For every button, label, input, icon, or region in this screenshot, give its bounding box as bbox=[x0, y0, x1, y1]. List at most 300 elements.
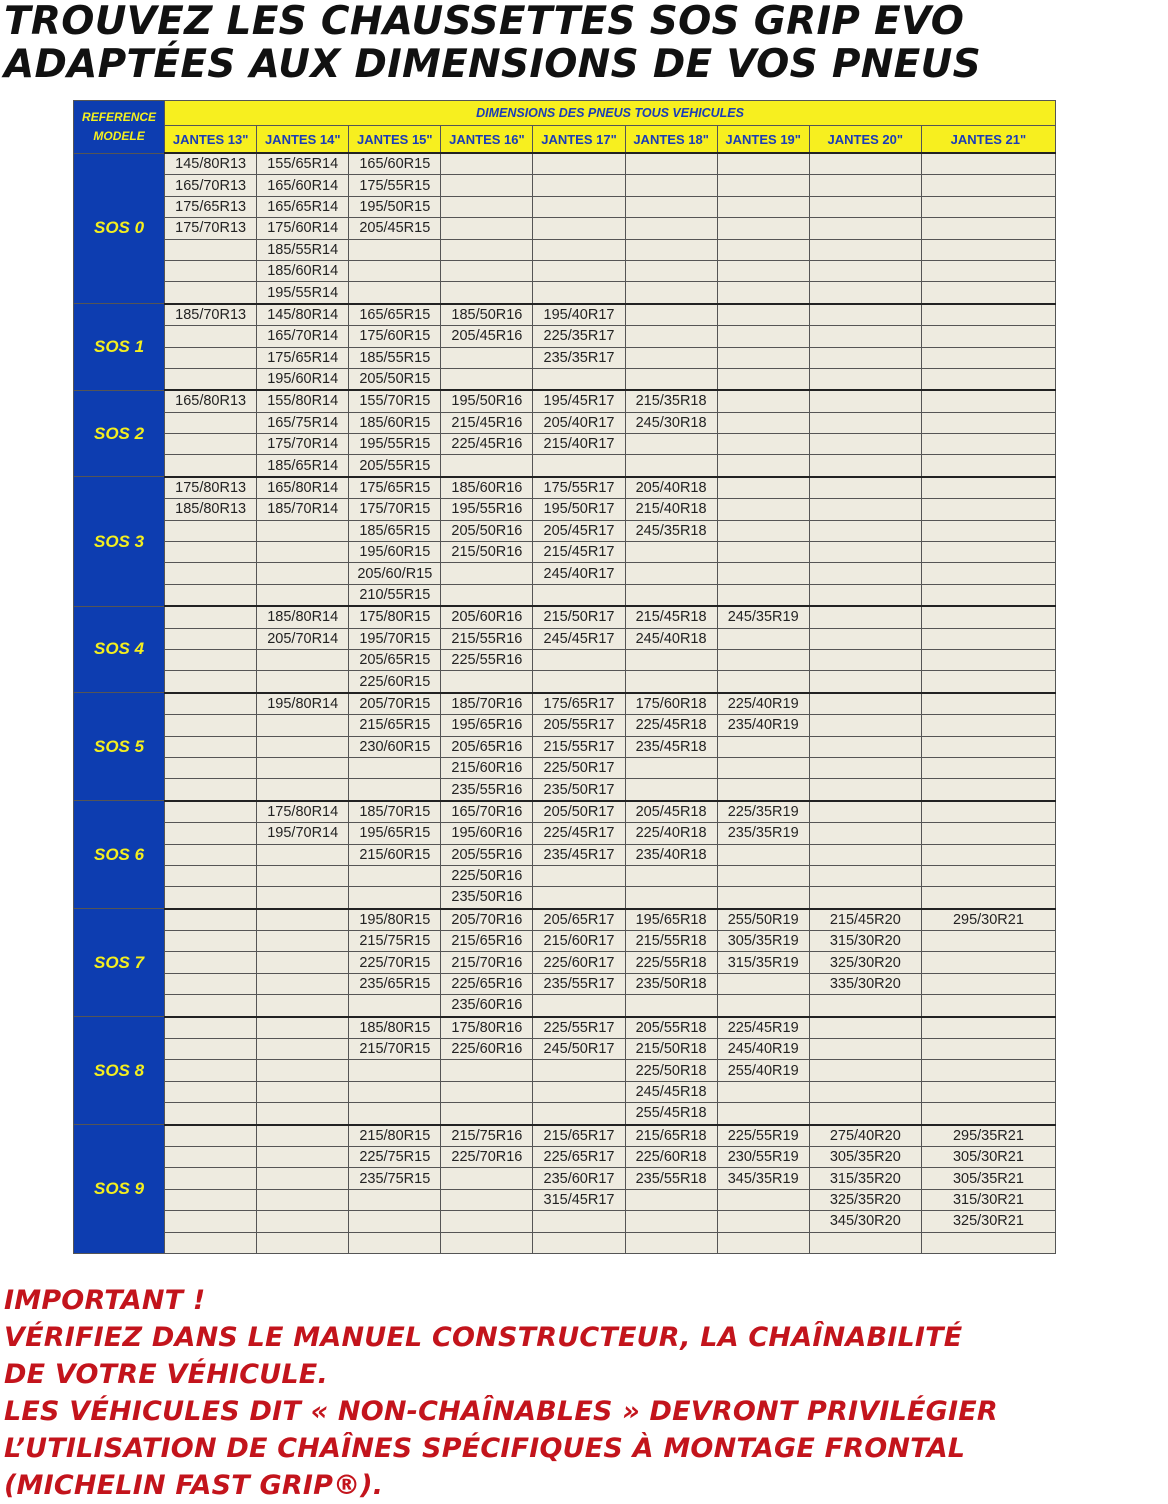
tire-size-cell bbox=[625, 757, 717, 778]
tire-size-cell bbox=[257, 909, 349, 931]
tire-size-cell bbox=[809, 412, 921, 433]
tire-size-cell: 345/35R19 bbox=[717, 1168, 809, 1189]
tire-size-cell: 245/35R19 bbox=[717, 606, 809, 628]
tire-size-cell: 225/70R16 bbox=[441, 1146, 533, 1167]
tire-size-cell bbox=[921, 1017, 1055, 1039]
tire-size-cell: 225/60R18 bbox=[625, 1146, 717, 1167]
tire-size-cell bbox=[625, 865, 717, 886]
important-line-4: L’UTILISATION DE CHAÎNES SPÉCIFIQUES À MONTAGE FRONTAL bbox=[4, 1433, 966, 1464]
tire-size-cell: 155/80R14 bbox=[257, 390, 349, 412]
table-row bbox=[74, 995, 1056, 1017]
table-row bbox=[74, 347, 1056, 368]
tire-size-cell bbox=[625, 887, 717, 909]
tire-size-cell bbox=[533, 153, 625, 175]
tire-size-cell bbox=[809, 844, 921, 865]
table-row bbox=[74, 542, 1056, 563]
tire-size-cell: 165/70R13 bbox=[165, 175, 257, 196]
tire-size-cell bbox=[625, 779, 717, 801]
tire-size-cell: 195/70R14 bbox=[257, 823, 349, 844]
tire-size-cell: 185/80R13 bbox=[165, 499, 257, 520]
tire-size-cell bbox=[533, 584, 625, 606]
tire-size-cell bbox=[533, 196, 625, 217]
tire-size-cell: 195/55R16 bbox=[441, 499, 533, 520]
tire-size-cell: 215/50R17 bbox=[533, 606, 625, 628]
tire-size-cell: 225/45R17 bbox=[533, 823, 625, 844]
tire-size-cell bbox=[809, 1232, 921, 1253]
tire-size-cell bbox=[809, 1103, 921, 1125]
tire-size-cell bbox=[349, 1081, 441, 1102]
tire-size-cell bbox=[717, 218, 809, 239]
tire-size-cell: 185/70R14 bbox=[257, 499, 349, 520]
tire-size-cell bbox=[809, 736, 921, 757]
tire-size-cell bbox=[717, 779, 809, 801]
tire-size-cell bbox=[257, 757, 349, 778]
tire-size-cell: 225/55R17 bbox=[533, 1017, 625, 1039]
tire-size-cell: 195/60R15 bbox=[349, 542, 441, 563]
tire-size-cell bbox=[165, 260, 257, 281]
tire-size-cell bbox=[809, 499, 921, 520]
table-row bbox=[74, 196, 1056, 217]
model-label: SOS 1 bbox=[74, 304, 165, 391]
table-row bbox=[74, 801, 1056, 823]
tire-size-cell: 165/65R15 bbox=[349, 304, 441, 326]
tire-size-cell bbox=[165, 931, 257, 952]
tire-size-cell bbox=[625, 563, 717, 584]
tire-size-cell: 205/70R16 bbox=[441, 909, 533, 931]
tire-size-cell: 235/40R18 bbox=[625, 844, 717, 865]
tire-size-cell: 225/60R17 bbox=[533, 952, 625, 973]
table-row bbox=[74, 887, 1056, 909]
tire-size-cell bbox=[921, 693, 1055, 715]
tire-size-cell bbox=[257, 1125, 349, 1147]
tire-size-cell: 175/55R15 bbox=[349, 175, 441, 196]
tire-size-cell bbox=[625, 196, 717, 217]
tire-size-cell bbox=[921, 563, 1055, 584]
tire-size-cell: 175/80R14 bbox=[257, 801, 349, 823]
tire-size-cell bbox=[921, 542, 1055, 563]
tire-size-cell: 175/65R17 bbox=[533, 693, 625, 715]
tire-size-cell: 175/60R14 bbox=[257, 218, 349, 239]
tire-size-cell: 225/35R19 bbox=[717, 801, 809, 823]
tire-size-cell: 215/55R17 bbox=[533, 736, 625, 757]
tire-size-cell: 215/45R16 bbox=[441, 412, 533, 433]
tire-size-cell bbox=[809, 823, 921, 844]
tire-size-cell bbox=[257, 865, 349, 886]
tire-size-cell bbox=[717, 347, 809, 368]
tire-size-cell: 175/65R13 bbox=[165, 196, 257, 217]
tire-size-cell: 175/80R13 bbox=[165, 477, 257, 499]
tire-size-cell: 205/50R16 bbox=[441, 520, 533, 541]
tire-size-cell: 255/40R19 bbox=[717, 1060, 809, 1081]
tire-size-cell bbox=[809, 693, 921, 715]
tire-size-cell bbox=[717, 649, 809, 670]
table-row bbox=[74, 628, 1056, 649]
tire-size-cell: 215/60R17 bbox=[533, 931, 625, 952]
tire-size-cell bbox=[921, 347, 1055, 368]
tire-size-cell: 215/40R17 bbox=[533, 434, 625, 455]
tire-size-cell bbox=[717, 563, 809, 584]
tire-size-cell: 235/45R17 bbox=[533, 844, 625, 865]
tire-size-cell bbox=[441, 1189, 533, 1210]
table-row bbox=[74, 368, 1056, 390]
tire-size-cell bbox=[349, 260, 441, 281]
tire-size-cell bbox=[809, 887, 921, 909]
tire-size-cell bbox=[257, 995, 349, 1017]
tire-size-cell bbox=[165, 973, 257, 994]
model-label: SOS 6 bbox=[74, 801, 165, 909]
tire-size-cell: 215/60R15 bbox=[349, 844, 441, 865]
tire-size-cell bbox=[165, 801, 257, 823]
tire-size-cell bbox=[717, 1211, 809, 1232]
tire-size-cell bbox=[809, 260, 921, 281]
table-row bbox=[74, 1189, 1056, 1210]
tire-size-cell: 215/45R20 bbox=[809, 909, 921, 931]
reference-model-header bbox=[74, 101, 165, 154]
tire-size-cell bbox=[257, 649, 349, 670]
tire-size-cell: 185/55R15 bbox=[349, 347, 441, 368]
tire-size-cell: 225/45R16 bbox=[441, 434, 533, 455]
tire-size-cell: 305/35R21 bbox=[921, 1168, 1055, 1189]
tire-size-cell: 315/35R19 bbox=[717, 952, 809, 973]
tire-size-cell: 315/45R17 bbox=[533, 1189, 625, 1210]
tire-size-cell bbox=[921, 715, 1055, 736]
table-row bbox=[74, 1125, 1056, 1147]
tire-size-cell bbox=[921, 434, 1055, 455]
tire-size-cell bbox=[921, 326, 1055, 347]
tire-size-cell bbox=[809, 1081, 921, 1102]
model-label: SOS 0 bbox=[74, 153, 165, 304]
tire-size-cell bbox=[717, 499, 809, 520]
tire-size-cell: 215/55R18 bbox=[625, 931, 717, 952]
tire-size-cell: 185/60R16 bbox=[441, 477, 533, 499]
tire-size-cell bbox=[921, 1103, 1055, 1125]
tire-size-cell bbox=[921, 628, 1055, 649]
tire-size-cell: 225/50R18 bbox=[625, 1060, 717, 1081]
tire-size-cell bbox=[717, 736, 809, 757]
tire-size-cell bbox=[349, 239, 441, 260]
tire-size-cell bbox=[625, 260, 717, 281]
tire-size-cell: 195/50R15 bbox=[349, 196, 441, 217]
tire-size-cell bbox=[717, 175, 809, 196]
tire-size-cell: 230/55R19 bbox=[717, 1146, 809, 1167]
tire-size-cell: 215/65R17 bbox=[533, 1125, 625, 1147]
tire-size-cell: 325/30R21 bbox=[921, 1211, 1055, 1232]
tire-size-cell bbox=[533, 218, 625, 239]
tire-size-cell: 165/60R15 bbox=[349, 153, 441, 175]
tire-size-cell bbox=[625, 1232, 717, 1253]
tire-size-cell bbox=[257, 520, 349, 541]
tire-size-cell: 205/45R15 bbox=[349, 218, 441, 239]
table-row bbox=[74, 153, 1056, 175]
tire-size-cell: 175/70R15 bbox=[349, 499, 441, 520]
tire-size-cell bbox=[717, 153, 809, 175]
tire-size-cell bbox=[921, 196, 1055, 217]
tire-size-cell bbox=[257, 1146, 349, 1167]
tire-size-cell bbox=[165, 239, 257, 260]
tire-size-cell bbox=[809, 239, 921, 260]
tire-size-cell bbox=[717, 844, 809, 865]
tire-size-cell: 215/45R18 bbox=[625, 606, 717, 628]
tire-size-cell: 215/75R15 bbox=[349, 931, 441, 952]
tire-size-cell: 185/60R14 bbox=[257, 260, 349, 281]
tire-size-cell bbox=[165, 736, 257, 757]
rim-header: JANTES 20" bbox=[809, 126, 921, 154]
tire-size-cell: 175/65R15 bbox=[349, 477, 441, 499]
tire-size-cell: 215/70R16 bbox=[441, 952, 533, 973]
tire-size-cell bbox=[441, 368, 533, 390]
tire-size-cell: 215/55R16 bbox=[441, 628, 533, 649]
tire-size-cell bbox=[717, 326, 809, 347]
tire-size-cell bbox=[717, 628, 809, 649]
tire-size-cell bbox=[441, 584, 533, 606]
model-label: SOS 3 bbox=[74, 477, 165, 606]
tire-size-cell bbox=[809, 1039, 921, 1060]
tire-size-cell: 175/60R18 bbox=[625, 693, 717, 715]
tire-size-cell bbox=[165, 1146, 257, 1167]
tire-size-cell: 315/35R20 bbox=[809, 1168, 921, 1189]
tire-size-cell: 205/40R18 bbox=[625, 477, 717, 499]
tire-size-cell: 165/70R16 bbox=[441, 801, 533, 823]
tire-size-cell bbox=[921, 757, 1055, 778]
tire-size-cell: 225/50R16 bbox=[441, 865, 533, 886]
tire-size-cell bbox=[809, 757, 921, 778]
tire-size-cell: 205/70R15 bbox=[349, 693, 441, 715]
table-row bbox=[74, 952, 1056, 973]
tire-size-cell bbox=[165, 628, 257, 649]
tire-size-cell: 195/40R17 bbox=[533, 304, 625, 326]
tire-size-cell: 215/35R18 bbox=[625, 390, 717, 412]
tire-size-cell bbox=[809, 304, 921, 326]
tire-size-cell bbox=[533, 1103, 625, 1125]
tire-size-cell bbox=[349, 1189, 441, 1210]
tire-size-cell: 315/30R21 bbox=[921, 1189, 1055, 1210]
tire-size-cell bbox=[257, 1168, 349, 1189]
tire-size-cell bbox=[921, 887, 1055, 909]
tire-size-cell: 185/55R14 bbox=[257, 239, 349, 260]
tire-size-cell bbox=[165, 326, 257, 347]
tire-size-cell bbox=[717, 368, 809, 390]
table-row bbox=[74, 218, 1056, 239]
tire-size-cell bbox=[257, 542, 349, 563]
tire-size-cell bbox=[165, 434, 257, 455]
tire-size-table bbox=[73, 100, 1056, 1254]
tire-size-cell: 195/55R14 bbox=[257, 282, 349, 304]
table-row bbox=[74, 584, 1056, 606]
tire-size-cell bbox=[165, 1189, 257, 1210]
tire-size-cell bbox=[533, 671, 625, 693]
tire-size-cell bbox=[441, 1103, 533, 1125]
tire-size-cell: 295/35R21 bbox=[921, 1125, 1055, 1147]
table-row bbox=[74, 823, 1056, 844]
tire-size-cell: 235/55R18 bbox=[625, 1168, 717, 1189]
model-label: SOS 8 bbox=[74, 1017, 165, 1125]
tire-size-cell: 230/60R15 bbox=[349, 736, 441, 757]
tire-size-cell bbox=[349, 865, 441, 886]
tire-size-cell: 335/30R20 bbox=[809, 973, 921, 994]
tire-size-cell bbox=[165, 671, 257, 693]
tire-size-cell: 315/30R20 bbox=[809, 931, 921, 952]
tire-size-cell bbox=[625, 175, 717, 196]
tire-size-cell bbox=[921, 260, 1055, 281]
tire-size-cell: 185/70R13 bbox=[165, 304, 257, 326]
tire-size-cell bbox=[717, 412, 809, 433]
tire-size-cell: 345/30R20 bbox=[809, 1211, 921, 1232]
tire-size-cell: 185/70R15 bbox=[349, 801, 441, 823]
page-title bbox=[4, 0, 1164, 86]
tire-size-cell bbox=[921, 931, 1055, 952]
tire-size-cell bbox=[165, 584, 257, 606]
tire-size-cell bbox=[717, 973, 809, 994]
tire-size-cell bbox=[533, 239, 625, 260]
table-row bbox=[74, 390, 1056, 412]
tire-size-cell: 225/40R18 bbox=[625, 823, 717, 844]
tire-size-cell bbox=[533, 1232, 625, 1253]
tire-size-cell: 225/65R17 bbox=[533, 1146, 625, 1167]
tire-size-cell: 175/55R17 bbox=[533, 477, 625, 499]
table-row bbox=[74, 520, 1056, 541]
tire-size-cell bbox=[625, 455, 717, 477]
table-row bbox=[74, 1060, 1056, 1081]
rim-header: JANTES 19" bbox=[717, 126, 809, 154]
tire-size-cell: 215/65R15 bbox=[349, 715, 441, 736]
tire-size-cell bbox=[165, 520, 257, 541]
tire-size-cell: 195/55R15 bbox=[349, 434, 441, 455]
table-row bbox=[74, 606, 1056, 628]
tire-size-cell bbox=[921, 455, 1055, 477]
table-row bbox=[74, 715, 1056, 736]
table-row bbox=[74, 1017, 1056, 1039]
table-row bbox=[74, 499, 1056, 520]
ref-header-line-1: REFERENCE bbox=[82, 109, 157, 124]
tire-size-cell bbox=[533, 282, 625, 304]
tire-size-cell: 305/30R21 bbox=[921, 1146, 1055, 1167]
tire-size-cell: 305/35R20 bbox=[809, 1146, 921, 1167]
tire-size-cell bbox=[533, 865, 625, 886]
tire-size-cell bbox=[921, 995, 1055, 1017]
table-row bbox=[74, 434, 1056, 455]
tire-size-cell: 215/60R16 bbox=[441, 757, 533, 778]
tire-size-cell bbox=[809, 779, 921, 801]
tire-size-cell bbox=[921, 606, 1055, 628]
table-row bbox=[74, 1211, 1056, 1232]
table-row bbox=[74, 973, 1056, 994]
tire-size-cell: 155/65R14 bbox=[257, 153, 349, 175]
tire-size-cell bbox=[257, 1232, 349, 1253]
tire-size-cell: 245/40R18 bbox=[625, 628, 717, 649]
tire-size-cell: 225/50R17 bbox=[533, 757, 625, 778]
tire-size-cell bbox=[625, 434, 717, 455]
tire-size-cell bbox=[165, 1017, 257, 1039]
tire-size-cell bbox=[165, 1125, 257, 1147]
tire-size-cell bbox=[441, 175, 533, 196]
tire-size-cell bbox=[165, 887, 257, 909]
tire-size-cell: 205/60/R15 bbox=[349, 563, 441, 584]
tire-size-cell bbox=[921, 520, 1055, 541]
table-row bbox=[74, 671, 1056, 693]
tire-size-cell bbox=[165, 455, 257, 477]
tire-size-cell bbox=[809, 1060, 921, 1081]
tire-size-cell: 195/45R17 bbox=[533, 390, 625, 412]
tire-size-cell: 175/70R13 bbox=[165, 218, 257, 239]
tire-size-cell: 185/65R15 bbox=[349, 520, 441, 541]
tire-size-cell bbox=[921, 779, 1055, 801]
tire-size-cell bbox=[441, 1081, 533, 1102]
tire-size-cell bbox=[533, 887, 625, 909]
tire-size-cell: 255/45R18 bbox=[625, 1103, 717, 1125]
tire-size-cell bbox=[257, 1211, 349, 1232]
tire-size-cell: 195/60R16 bbox=[441, 823, 533, 844]
tire-size-cell bbox=[625, 239, 717, 260]
tire-size-cell bbox=[257, 973, 349, 994]
tire-size-cell bbox=[717, 887, 809, 909]
tire-size-cell: 245/50R17 bbox=[533, 1039, 625, 1060]
tire-size-cell bbox=[165, 1060, 257, 1081]
tire-size-cell bbox=[165, 1081, 257, 1102]
tire-size-cell bbox=[257, 1103, 349, 1125]
tire-size-cell bbox=[165, 693, 257, 715]
tire-size-cell bbox=[921, 973, 1055, 994]
tire-size-cell bbox=[921, 865, 1055, 886]
tire-size-cell bbox=[257, 563, 349, 584]
tire-size-cell bbox=[809, 715, 921, 736]
tire-size-cell bbox=[921, 412, 1055, 433]
tire-size-cell bbox=[257, 1017, 349, 1039]
tire-size-cell: 195/70R15 bbox=[349, 628, 441, 649]
tire-size-cell: 235/60R16 bbox=[441, 995, 533, 1017]
tire-size-cell bbox=[625, 584, 717, 606]
tire-size-cell: 225/45R18 bbox=[625, 715, 717, 736]
tire-size-cell bbox=[165, 542, 257, 563]
tire-size-cell bbox=[625, 1211, 717, 1232]
model-label: SOS 7 bbox=[74, 909, 165, 1017]
tire-size-cell: 205/50R15 bbox=[349, 368, 441, 390]
tire-size-cell bbox=[349, 282, 441, 304]
tire-size-cell: 215/65R18 bbox=[625, 1125, 717, 1147]
tire-size-cell: 185/60R15 bbox=[349, 412, 441, 433]
tire-size-cell bbox=[441, 239, 533, 260]
tire-size-cell bbox=[717, 477, 809, 499]
tire-size-cell bbox=[257, 1189, 349, 1210]
tire-size-cell: 215/75R16 bbox=[441, 1125, 533, 1147]
tire-size-cell bbox=[349, 1232, 441, 1253]
tire-size-cell bbox=[717, 671, 809, 693]
tire-size-cell bbox=[921, 218, 1055, 239]
table-row bbox=[74, 1168, 1056, 1189]
tire-size-cell bbox=[625, 282, 717, 304]
tire-size-cell: 195/80R15 bbox=[349, 909, 441, 931]
tire-size-cell bbox=[165, 1211, 257, 1232]
tire-size-cell bbox=[349, 1060, 441, 1081]
tire-size-cell bbox=[809, 368, 921, 390]
tire-size-cell bbox=[441, 153, 533, 175]
tire-size-cell: 205/55R18 bbox=[625, 1017, 717, 1039]
tire-size-cell bbox=[165, 1232, 257, 1253]
tire-size-cell bbox=[717, 239, 809, 260]
tire-size-cell: 225/70R15 bbox=[349, 952, 441, 973]
tire-size-cell bbox=[717, 1081, 809, 1102]
tire-size-cell: 195/65R18 bbox=[625, 909, 717, 931]
tire-size-cell bbox=[921, 1060, 1055, 1081]
rim-header-row bbox=[74, 126, 1056, 154]
tire-size-cell bbox=[441, 1232, 533, 1253]
table-row bbox=[74, 1232, 1056, 1253]
tire-size-cell: 205/65R16 bbox=[441, 736, 533, 757]
tire-size-cell bbox=[533, 455, 625, 477]
important-line-1: VÉRIFIEZ DANS LE MANUEL CONSTRUCTEUR, LA CHAÎNABILITÉ bbox=[4, 1322, 963, 1353]
tire-size-cell bbox=[441, 1211, 533, 1232]
tire-size-cell bbox=[717, 282, 809, 304]
tire-size-cell bbox=[717, 304, 809, 326]
